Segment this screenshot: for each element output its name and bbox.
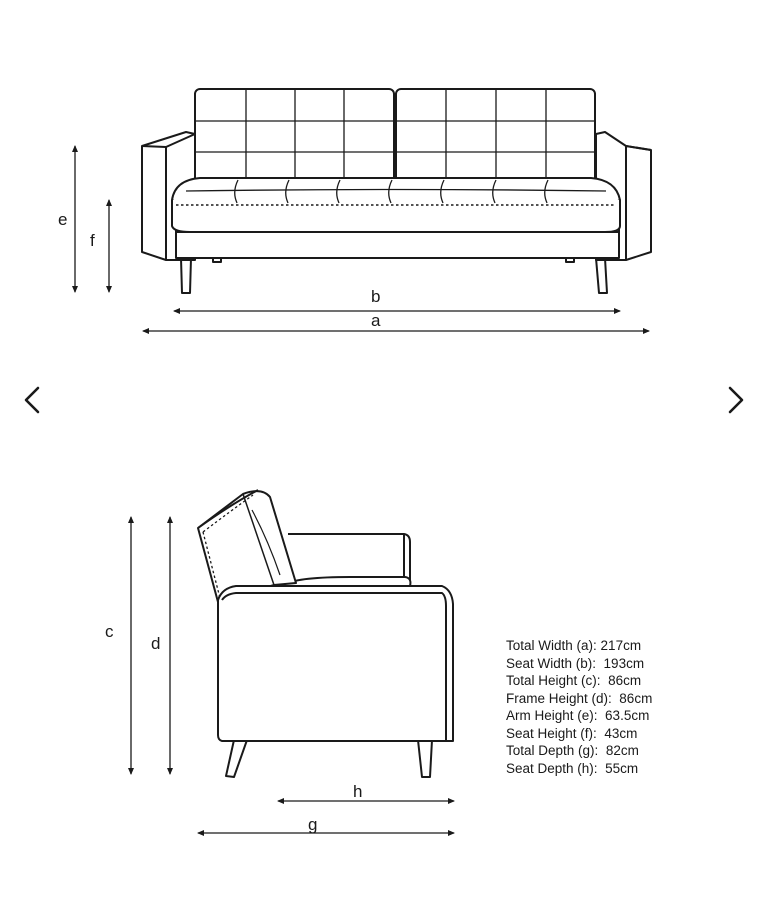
next-image-button[interactable] bbox=[722, 380, 752, 420]
dimension-value: 86cm bbox=[608, 673, 642, 688]
dimension-value: 217cm bbox=[600, 638, 642, 653]
dimension-row-seat-width bbox=[506, 655, 652, 673]
sofa-side-view bbox=[198, 490, 453, 777]
chevron-right-icon bbox=[722, 380, 752, 420]
dimension-row-arm-height bbox=[506, 707, 652, 725]
label-c: c bbox=[105, 622, 114, 641]
dimension-row-frame-height bbox=[506, 690, 652, 708]
dimension-row-seat-height bbox=[506, 725, 652, 743]
chevron-left-icon bbox=[16, 380, 46, 420]
dimension-label: Seat Width (b): bbox=[506, 655, 597, 671]
sofa-front-view bbox=[142, 89, 651, 293]
dimension-value: 82cm bbox=[605, 743, 639, 758]
dimension-value: 63.5cm bbox=[605, 708, 650, 723]
dimension-label: Arm Height (e): bbox=[506, 708, 598, 723]
label-d: d bbox=[151, 634, 161, 653]
previous-image-button[interactable] bbox=[16, 380, 46, 420]
dimension-label: Total Height (c): bbox=[506, 673, 601, 688]
dimension-value: 86cm bbox=[619, 690, 653, 706]
dimension-value: 43cm bbox=[604, 725, 638, 741]
label-h: h bbox=[353, 782, 363, 801]
label-b: b bbox=[371, 287, 381, 306]
label-g: g bbox=[308, 815, 318, 834]
dimension-row-seat-depth bbox=[506, 760, 652, 778]
dimension-row-total-width bbox=[506, 637, 652, 655]
dimensions-list bbox=[506, 637, 652, 777]
label-e: e bbox=[58, 210, 68, 229]
dimension-label: Total Depth (g): bbox=[506, 743, 599, 758]
dimension-label: Total Width (a): bbox=[506, 638, 597, 653]
dimension-label: Seat Height (f): bbox=[506, 725, 597, 741]
dimension-value: 193cm bbox=[603, 655, 645, 671]
label-f: f bbox=[90, 231, 95, 250]
dimension-label: Seat Depth (h): bbox=[506, 760, 598, 776]
dimension-label: Frame Height (d): bbox=[506, 690, 612, 706]
dimension-value: 55cm bbox=[605, 760, 639, 776]
label-a: a bbox=[371, 311, 381, 330]
dimension-row-total-height bbox=[506, 672, 652, 690]
dimension-row-total-depth bbox=[506, 742, 652, 760]
